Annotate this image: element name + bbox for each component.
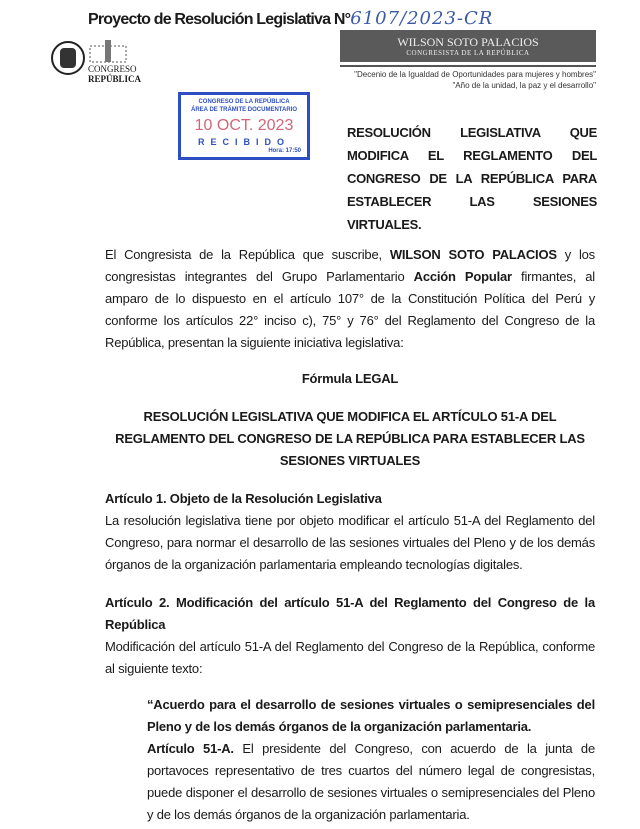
divider: [340, 65, 596, 67]
logo-text: CONGRESO: [88, 64, 137, 74]
stamp-text: CONGRESO DE LA REPÚBLICA: [198, 99, 290, 105]
stamp-date: 10 OCT. 2023: [194, 117, 294, 134]
quoted-title: “Acuerdo para el desarrollo de sesiones virtuales o semipresenciales del Pleno y de los demás órganos de la organización parlamentaria.: [147, 697, 595, 734]
congress-logo: [50, 38, 140, 98]
document-title: [347, 121, 597, 236]
motto: "Decenio de la Igualdad de Oportunidades para mujeres y hombres": [354, 70, 596, 79]
title-line: ESTABLECER LAS SESIONES: [347, 194, 597, 209]
title-line: RESOLUCIÓN LEGISLATIVA QUE: [347, 125, 597, 140]
stamp-received: RECIBIDO: [197, 137, 290, 147]
congressman-banner: [340, 30, 596, 62]
bill-title-text: Proyecto de Resolución Legislativa N°: [88, 11, 351, 28]
title-line: CONGRESO DE LA REPÚBLICA PARA: [347, 171, 597, 186]
party-name: Acción Popular: [413, 269, 512, 284]
coat-of-arms-icon: [50, 38, 86, 78]
legal-heading: RESOLUCIÓN LEGISLATIVA QUE MODIFICA EL ARTÍCULO 51-A DEL REGLAMENTO DEL CONGRESO DE LA REPÚBLICA PARA ESTABLECER LAS SESIONES VIRTUALES: [115, 409, 585, 468]
quoted-article: [147, 738, 595, 826]
document-body: [105, 244, 595, 826]
title-line: VIRTUALES.: [347, 217, 422, 232]
text: El Congresista de la República que suscribe,: [105, 247, 390, 262]
formula-heading: Fórmula LEGAL: [301, 371, 399, 386]
congress-building-icon: [88, 40, 128, 64]
congressman-name: WILSON SOTO PALACIOS: [397, 35, 539, 49]
text: y los congresistas integrantes del Grupo Parlamentario: [105, 247, 595, 284]
stamp-time: Hora: 17:50: [268, 148, 301, 154]
congressman-name-inline: WILSON SOTO PALACIOS: [389, 247, 557, 262]
stamp-text: ÁREA DE TRÁMITE DOCUMENTARIO: [191, 107, 297, 113]
logo-text: REPÚBLICA: [88, 74, 142, 84]
mottos: [354, 69, 596, 91]
title-line: MODIFICA EL REGLAMENTO DEL: [347, 148, 597, 163]
article-1-text: La resolución legislativa tiene por objeto modificar el artículo 51-A del Reglamento del Congreso, para normar el desarrollo de las sesiones virtuales del Pleno y de los demás órganos de la organización parlamentaria empleando tecnologías digitales.: [105, 513, 595, 572]
article-2-title: Artículo 2. Modificación del artículo 51-A del Reglamento del Congreso de la República: [105, 595, 595, 632]
bill-title: [88, 8, 493, 29]
article-label: Artículo 51-A.: [147, 741, 234, 756]
article-text: El presidente del Congreso, con acuerdo de la junta de portavoces representativo de tres cuartos del número legal de congresistas, puede disponer el desarrollo de sesiones virtuales o semipresenciales del Pleno y de los demás órganos de la organización parlamentaria.: [147, 741, 595, 822]
reception-stamp: [178, 92, 310, 160]
congressman-role: CONGRESISTA DE LA REPÚBLICA: [406, 49, 530, 57]
motto: "Año de la unidad, la paz y el desarrollo": [452, 81, 596, 90]
article-2-text: Modificación del artículo 51-A del Reglamento del Congreso de la República, conforme al siguiente texto:: [105, 639, 595, 676]
bill-number: 6107/2023-CR: [350, 8, 494, 29]
text: firmantes, al amparo de lo dispuesto en el artículo 107° de la Constitución Política del Perú y conforme los artículos 22° inciso c), 75° y 76° del Reglamento del Congreso de la República, presentan la siguiente iniciativa legislativa:: [105, 269, 595, 350]
intro-paragraph: [105, 244, 595, 354]
article-1-title: Artículo 1. Objeto de la Resolución Legislativa: [105, 491, 382, 506]
